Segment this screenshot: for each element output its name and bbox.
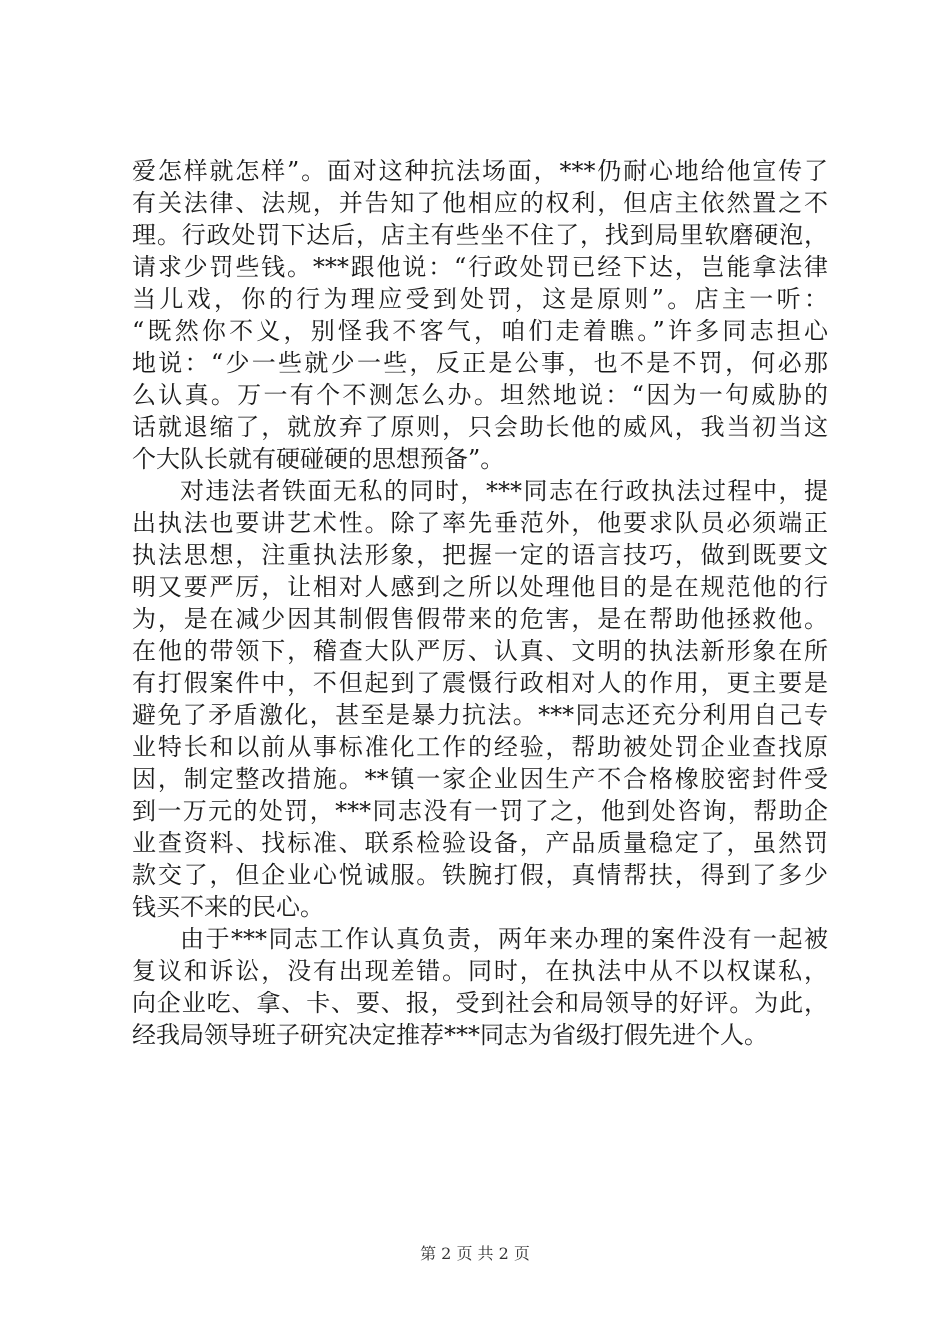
page-footer: 第 2 页 共 2 页: [420, 1244, 530, 1263]
text-line: 经我局领导班子研究决定推荐***同志为省级打假先进个人。: [132, 1021, 768, 1049]
text-line: 因，制定整改措施。**镇一家企业因生产不合格橡胶密封件受: [132, 765, 828, 793]
text-line: 由于***同志工作认真负责，两年来办理的案件没有一起被: [180, 925, 828, 953]
text-line: 个大队长就有硬碰硬的思想预备”。: [132, 445, 505, 473]
text-line: 到一万元的处罚，***同志没有一罚了之，他到处咨询，帮助企: [132, 797, 828, 825]
paragraph: [132, 155, 828, 475]
text-line: 有关法律、法规，并告知了他相应的权利，但店主依然置之不: [132, 189, 828, 217]
text-line: 钱买不来的民心。: [132, 893, 324, 921]
text-line: 请求少罚些钱。***跟他说：“行政处罚已经下达，岂能拿法律: [132, 253, 828, 281]
text-line: 地说：“少一些就少一些，反正是公事，也不是不罚，何必那: [132, 349, 828, 377]
text-line: 明又要严厉，让相对人感到之所以处理他目的是在规范他的行: [132, 573, 828, 601]
body-text: [132, 155, 828, 1051]
text-line: 当儿戏，你的行为理应受到处罚，这是原则”。店主一听：: [132, 285, 828, 313]
paragraph: [132, 923, 828, 1051]
text-line: 为，是在减少因其制假售假带来的危害，是在帮助他拯救他。: [132, 605, 828, 633]
text-line: 对违法者铁面无私的同时，***同志在行政执法过程中，提: [180, 477, 828, 505]
text-line: “既然你不义，别怪我不客气，咱们走着瞧。”许多同志担心: [132, 317, 828, 345]
text-line: 在他的带领下，稽查大队严厉、认真、文明的执法新形象在所: [132, 637, 828, 665]
text-line: 出执法也要讲艺术性。除了率先垂范外，他要求队员必须端正: [132, 509, 828, 537]
text-line: 款交了，但企业心悦诚服。铁腕打假，真情帮扶，得到了多少: [132, 861, 828, 889]
text-line: 有打假案件中，不但起到了震慑行政相对人的作用，更主要是: [132, 669, 828, 697]
text-line: 话就退缩了，就放弃了原则，只会助长他的威风，我当初当这: [132, 413, 828, 441]
text-line: 复议和诉讼，没有出现差错。同时，在执法中从不以权谋私，: [132, 957, 828, 985]
paragraph: [132, 475, 828, 923]
text-line: 避免了矛盾激化，甚至是暴力抗法。***同志还充分利用自己专: [132, 701, 828, 729]
text-line: 业查资料、找标准、联系检验设备，产品质量稳定了，虽然罚: [132, 829, 828, 857]
text-line: 业特长和以前从事标准化工作的经验，帮助被处罚企业查找原: [132, 733, 828, 761]
text-line: 爱怎样就怎样”。面对这种抗法场面，***仍耐心地给他宣传了: [132, 157, 828, 185]
text-line: 执法思想，注重执法形象，把握一定的语言技巧，做到既要文: [132, 541, 828, 569]
text-line: 么认真。万一有个不测怎么办。坦然地说：“因为一句威胁的: [132, 381, 828, 409]
text-line: 向企业吃、拿、卡、要、报，受到社会和局领导的好评。为此，: [132, 989, 828, 1017]
text-line: 理。行政处罚下达后，店主有些坐不住了，找到局里软磨硬泡，: [132, 221, 828, 249]
